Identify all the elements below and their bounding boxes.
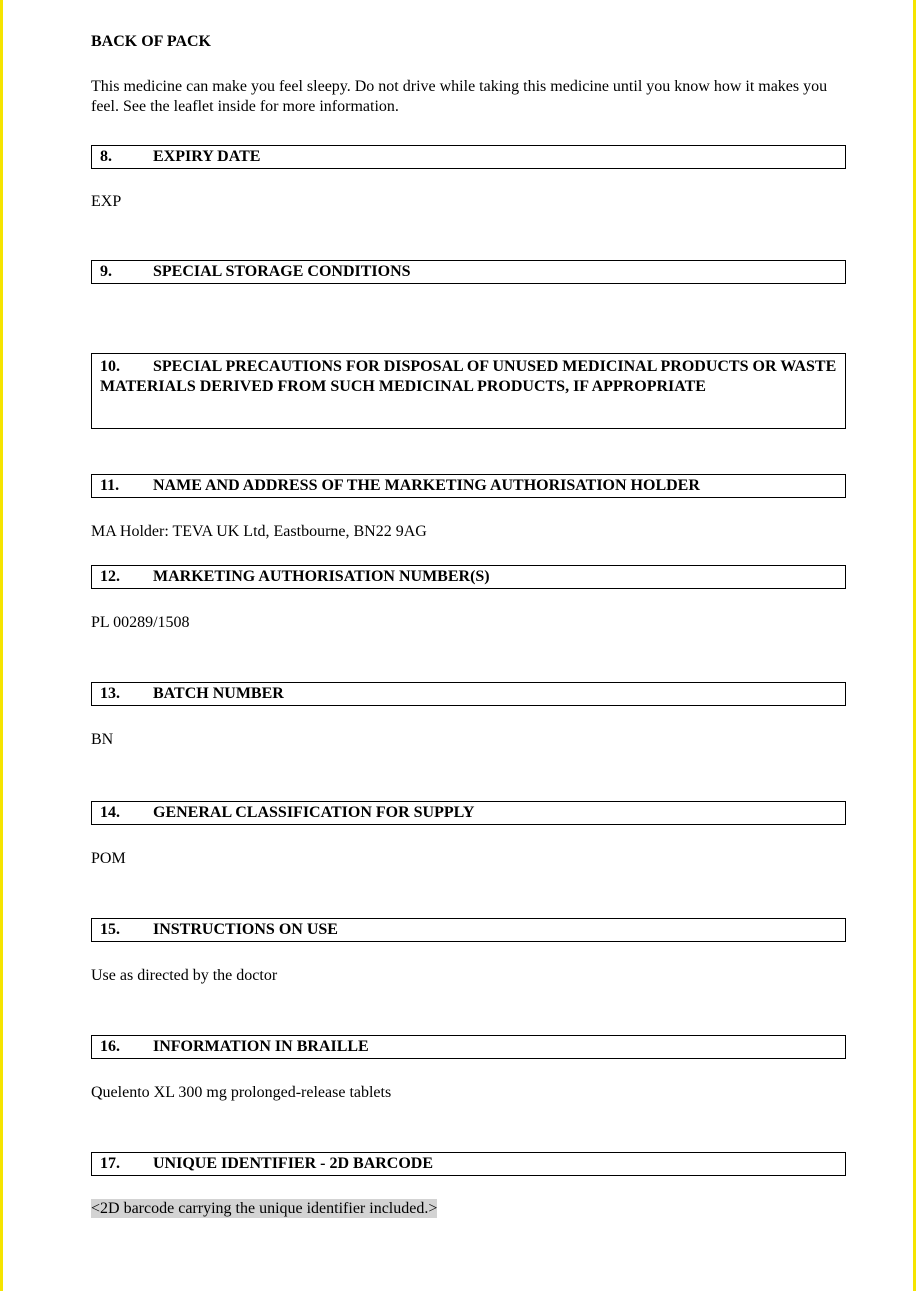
section-17-header	[91, 1152, 846, 1176]
section-16-content: Quelento XL 300 mg prolonged-release tablets	[91, 1084, 392, 1101]
section-15-number: 15.	[100, 921, 120, 938]
section-14-content: POM	[91, 850, 126, 867]
section-17-number: 17.	[100, 1155, 120, 1172]
section-10-header	[91, 353, 846, 429]
section-13-content: BN	[91, 731, 114, 748]
section-15-title: INSTRUCTIONS ON USE	[153, 921, 338, 938]
section-10-title: SPECIAL PRECAUTIONS FOR DISPOSAL OF UNUSED MEDICINAL PRODUCTS OR WASTE MATERIALS DERIVED FROM SUCH MEDICINAL PRODUCTS, IF APPROPRIATE	[100, 358, 837, 395]
section-9-title: SPECIAL STORAGE CONDITIONS	[153, 263, 411, 280]
section-12-content: PL 00289/1508	[91, 614, 190, 631]
section-17-content	[91, 1199, 437, 1219]
section-17-title: UNIQUE IDENTIFIER - 2D BARCODE	[153, 1155, 434, 1172]
section-8-header	[91, 145, 846, 169]
section-12-header	[91, 565, 846, 589]
section-16-title: INFORMATION IN BRAILLE	[153, 1038, 369, 1055]
section-11-header	[91, 474, 846, 498]
section-11-content: MA Holder: TEVA UK Ltd, Eastbourne, BN22 9AG	[91, 523, 427, 540]
section-13-title: BATCH NUMBER	[153, 685, 284, 702]
page-title: BACK OF PACK	[91, 33, 211, 50]
section-11-number: 11.	[100, 477, 120, 494]
section-16-number: 16.	[100, 1038, 120, 1055]
sleepy-warning-text: This medicine can make you feel sleepy. Do not drive while taking this medicine until you know how it makes you feel. See the leaflet inside for more information.	[91, 78, 828, 115]
section-15-header	[91, 918, 846, 942]
section-14-title: GENERAL CLASSIFICATION FOR SUPPLY	[153, 804, 475, 821]
section-14-number: 14.	[100, 804, 120, 821]
section-8-title: EXPIRY DATE	[153, 148, 261, 165]
section-10-number: 10.	[100, 358, 120, 375]
section-9-number: 9.	[100, 263, 112, 280]
section-12-title: MARKETING AUTHORISATION NUMBER(S)	[153, 568, 490, 585]
section-13-header	[91, 682, 846, 706]
section-9-header	[91, 260, 846, 284]
section-16-header	[91, 1035, 846, 1059]
barcode-placeholder-text: <2D barcode carrying the unique identifier included.>	[91, 1200, 438, 1217]
page-edge-left	[0, 0, 3, 1291]
section-11-title: NAME AND ADDRESS OF THE MARKETING AUTHORISATION HOLDER	[153, 477, 700, 494]
section-8-content: EXP	[91, 193, 122, 210]
section-13-number: 13.	[100, 685, 120, 702]
section-12-number: 12.	[100, 568, 120, 585]
section-8-number: 8.	[100, 148, 112, 165]
section-15-content: Use as directed by the doctor	[91, 967, 278, 984]
section-14-header	[91, 801, 846, 825]
